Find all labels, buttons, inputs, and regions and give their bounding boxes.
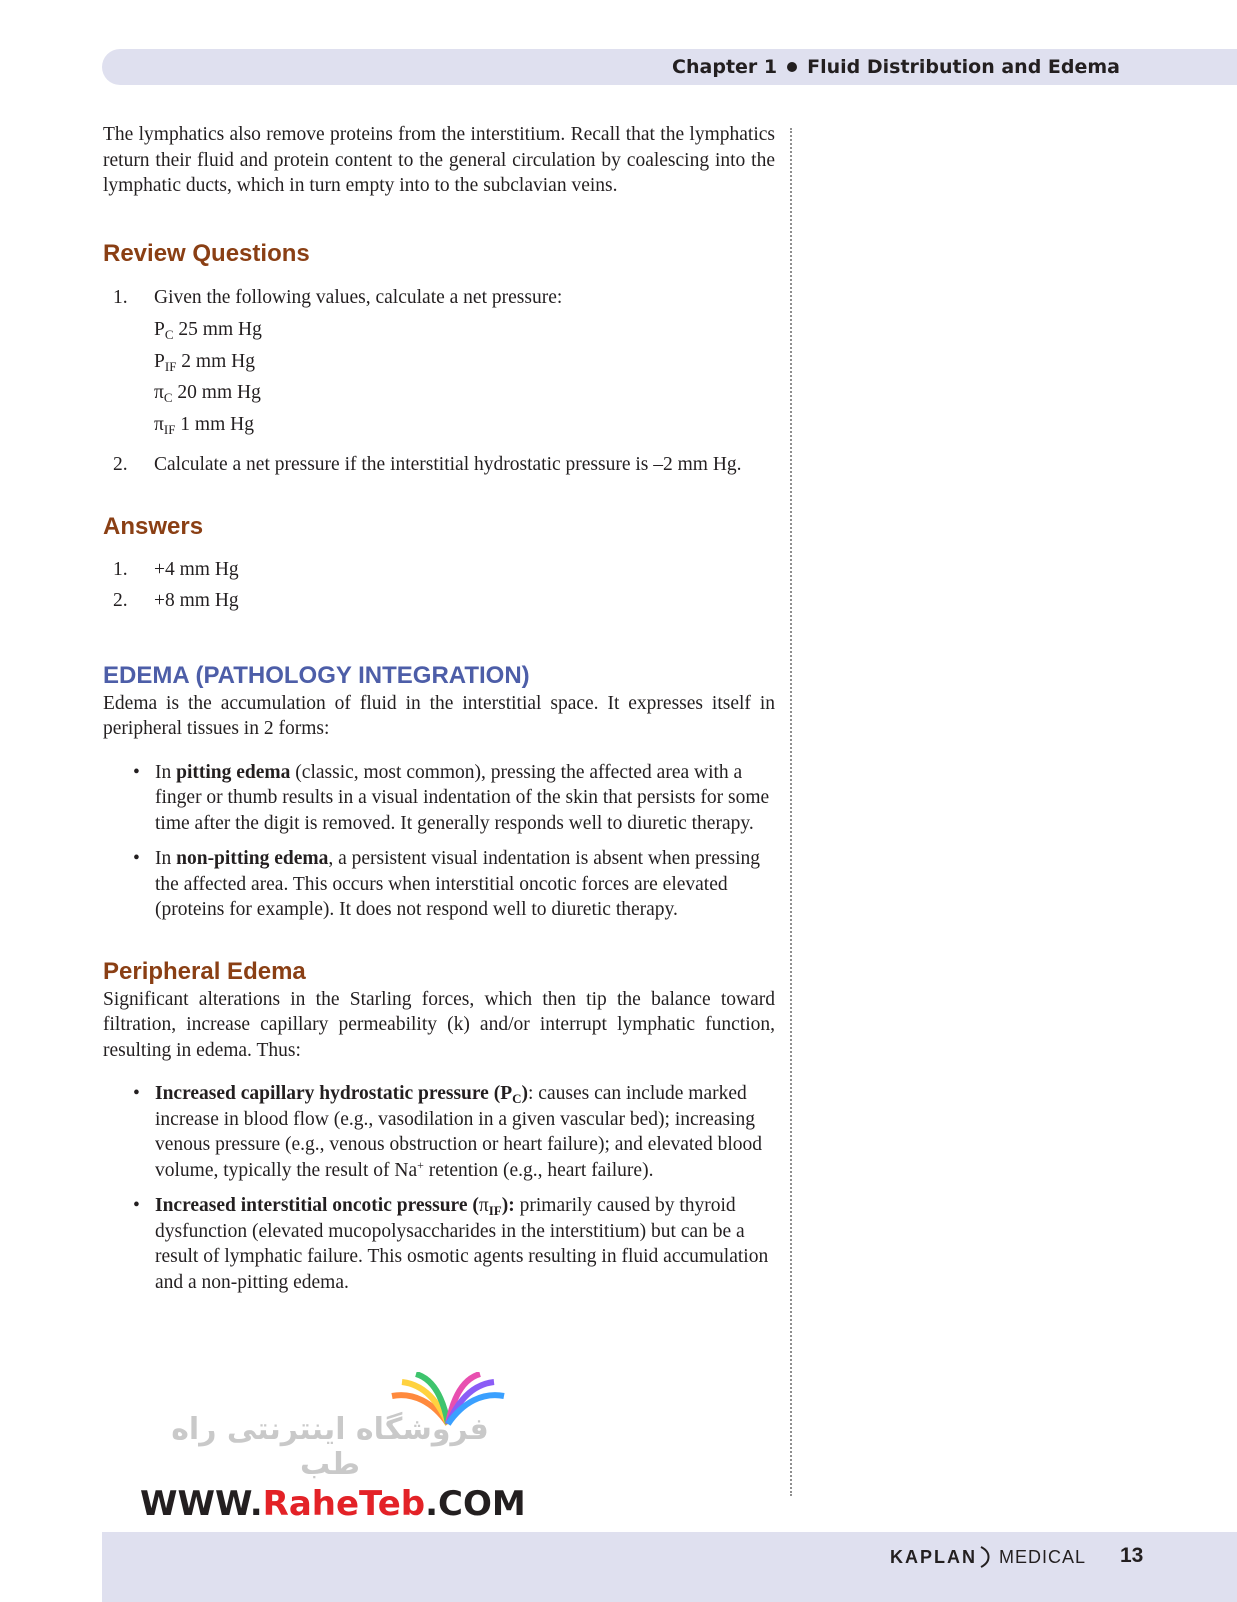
review-questions-heading: Review Questions	[103, 239, 310, 267]
peripheral-bullet-list	[103, 1081, 775, 1295]
value-row: $P_{IF}$ 2 mm Hg	[154, 350, 255, 374]
main-column	[103, 122, 775, 1305]
running-header	[102, 49, 1237, 85]
margin-divider	[790, 128, 792, 1496]
term: pitting edema	[176, 761, 291, 783]
answer-text: +8 mm Hg	[154, 590, 239, 611]
kaplan-medical-logo: KAPLAN MEDICAL	[890, 1546, 1087, 1567]
bullet-icon: •	[133, 848, 140, 869]
review-question-list	[103, 285, 775, 478]
value-row: $P_C$ 25 mm Hg	[154, 319, 262, 342]
page-number: 13	[1120, 1544, 1144, 1567]
watermark-persian-text: فروشگاه اینترنتی راه طب	[171, 1412, 489, 1482]
watermark-url: WWW.RaheTeb.COM	[140, 1484, 526, 1524]
peripheral-intro: Significant alterations in the Starling forces, which then tip the balance toward filtration, increase capillary permeability (k) and/or interrupt lymphatic function, resulting in edema. Thus:	[103, 988, 775, 1061]
peripheral-edema-heading: Peripheral Edema	[103, 957, 306, 985]
question-number: 1.	[113, 286, 128, 308]
bullet-icon: •	[133, 761, 140, 783]
list-item: • Increased capillary hydrostatic pressure $(P_C)$: causes can include marked increase in blood flow (e.g., vasodilation in a given vascular bed); increasing venous pressure (e.g., venous obstruction or heart failure); and elevated blood volume, typically the result of Na+ retention (e.g., heart failure).	[133, 1081, 775, 1183]
bullet-separator-icon	[787, 62, 797, 72]
list-item: • Increased interstitial oncotic pressure $(\pi_{IF})$: primarily caused by thyroid dysfunction (elevated mucopolysaccharides in the interstitium) but can be a result of lymphatic failure. This osmotic agents resulting in fluid accumulation and a non-pitting edema.	[133, 1193, 775, 1295]
question-text: Given the following values, calculate a net pressure:	[154, 286, 563, 308]
answer-1: 1. +4 mm Hg	[103, 554, 775, 586]
running-header-text	[672, 55, 1120, 79]
question-number: 2.	[113, 454, 128, 475]
question-1	[103, 285, 775, 441]
edema-intro: Edema is the accumulation of fluid in the interstitial space. It expresses itself in peripheral tissues in 2 forms:	[103, 692, 775, 739]
chapter-label: Chapter 1	[672, 56, 778, 78]
bullet-icon: •	[133, 1083, 140, 1104]
bullet-icon: •	[133, 1195, 140, 1216]
value-row: $\pi_C$ 20 mm Hg	[154, 382, 261, 405]
term: Increased capillary hydrostatic pressure $(P_C)$	[155, 1083, 529, 1106]
question-2	[103, 452, 775, 478]
answer-list	[103, 554, 775, 617]
question-text: Calculate a net pressure if the interstitial hydrostatic pressure is –2 mm Hg.	[154, 454, 742, 475]
list-item: • In non-pitting edema, a persistent visual indentation is absent when pressing the affected area. This occurs when interstitial oncotic forces are elevated (proteins for example). It does not respond well to diuretic therapy.	[133, 846, 775, 923]
value-row: $\pi_{IF}$ 1 mm Hg	[154, 413, 254, 437]
term: non-pitting edema	[176, 848, 329, 869]
edema-heading: EDEMA (PATHOLOGY INTEGRATION)	[103, 661, 530, 689]
watermark	[140, 1372, 540, 1528]
answers-heading: Answers	[103, 512, 204, 540]
answer-text: +4 mm Hg	[154, 558, 239, 580]
edema-bullet-list	[103, 760, 775, 923]
list-item: • In pitting edema (classic, most common), pressing the affected area with a finger or thumb results in a visual indentation of the skin that persists for some time after the digit is removed. It generally responds well to diuretic therapy.	[133, 760, 775, 837]
term: Increased interstitial oncotic pressure $(\pi_{IF})$:	[155, 1195, 515, 1218]
chapter-title: Fluid Distribution and Edema	[807, 56, 1120, 78]
answer-2: 2. +8 mm Hg	[103, 585, 775, 617]
intro-paragraph: The lymphatics also remove proteins from the interstitium. Recall that the lymphatics return their fluid and protein content to the general circulation by coalescing into the lymphatic ducts, which in turn empty into to the subclavian veins.	[103, 124, 775, 196]
logo-arc-icon	[979, 1546, 991, 1568]
footer-bar	[102, 1532, 1237, 1602]
